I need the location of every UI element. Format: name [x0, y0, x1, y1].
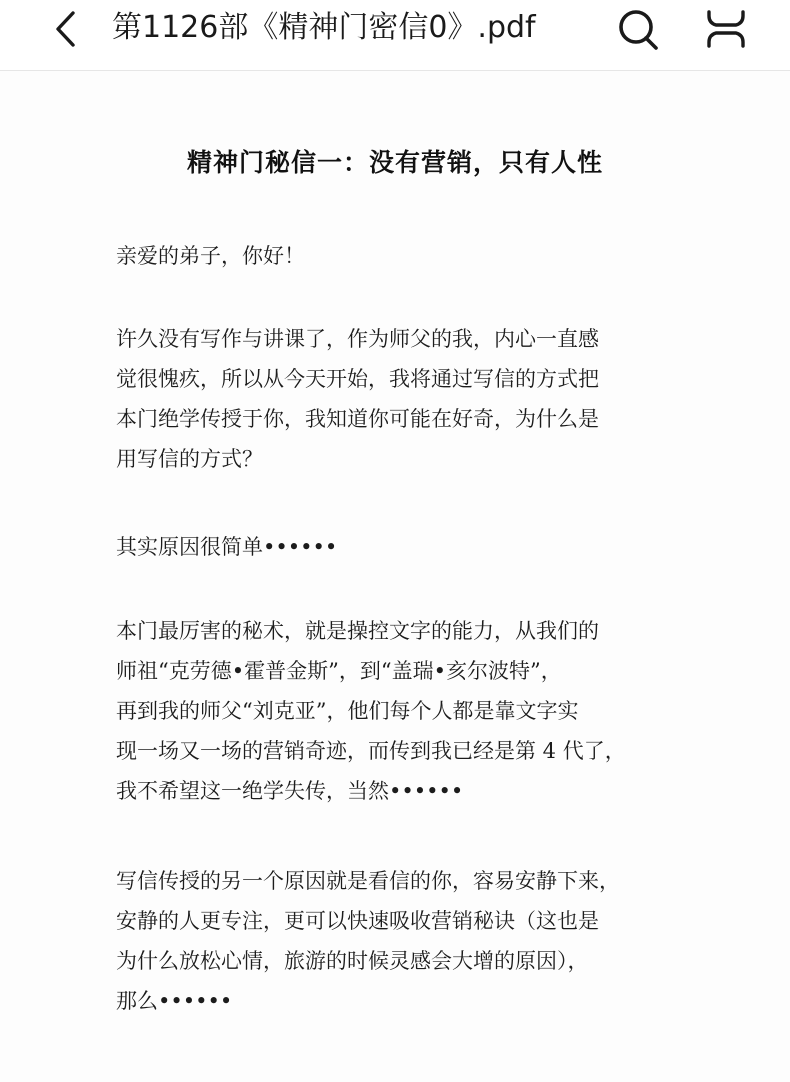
text-line: 其实原因很简单•••••• — [116, 535, 338, 559]
search-icon — [616, 7, 660, 51]
paragraph-intro — [116, 319, 696, 479]
text-line: 本门绝学传授于你，我知道你可能在好奇，为什么是 — [116, 407, 599, 431]
text-line: 觉很愧疚，所以从今天开始，我将通过写信的方式把 — [116, 367, 599, 391]
text-line: 用写信的方式？ — [116, 447, 263, 471]
menu-button[interactable] — [700, 3, 752, 55]
paragraph-another-reason — [116, 861, 696, 1021]
text-line: 安静的人更专注，更可以快速吸收营销秘诀（这也是 — [116, 909, 599, 933]
file-title: 第1126部《精神门密信0》.pdf — [112, 10, 536, 45]
text-line: 师祖“克劳德•霍普金斯”，到“盖瑞•亥尔波特”， — [116, 659, 562, 683]
paragraph-greeting — [116, 236, 696, 276]
paragraph-reason — [116, 527, 696, 567]
chevron-left-icon — [51, 9, 81, 49]
paragraph-lineage — [116, 611, 696, 811]
text-line: 许久没有写作与讲课了，作为师父的我，内心一直感 — [116, 327, 599, 351]
hourglass-menu-icon — [704, 8, 748, 50]
pdf-page[interactable] — [0, 71, 790, 1082]
text-line: 现一场又一场的营销奇迹，而传到我已经是第 4 代了， — [116, 739, 626, 763]
top-bar — [0, 0, 790, 71]
document-heading: 精神门秘信一：没有营销，只有人性 — [186, 148, 603, 177]
search-button[interactable] — [610, 3, 666, 55]
text-line: 为什么放松心情，旅游的时候灵感会大增的原因）， — [116, 949, 589, 973]
back-button[interactable] — [40, 3, 92, 55]
text-line: 本门最厉害的秘术，就是操控文字的能力，从我们的 — [116, 619, 599, 643]
text-line: 写信传授的另一个原因就是看信的你，容易安静下来， — [116, 869, 620, 893]
text-line: 我不希望这一绝学失传，当然•••••• — [116, 779, 464, 803]
text-line: 那么•••••• — [116, 989, 233, 1013]
text-line: 亲爱的弟子，你好！ — [116, 244, 305, 268]
text-line: 再到我的师父“刘克亚”，他们每个人都是靠文字实 — [116, 699, 579, 723]
